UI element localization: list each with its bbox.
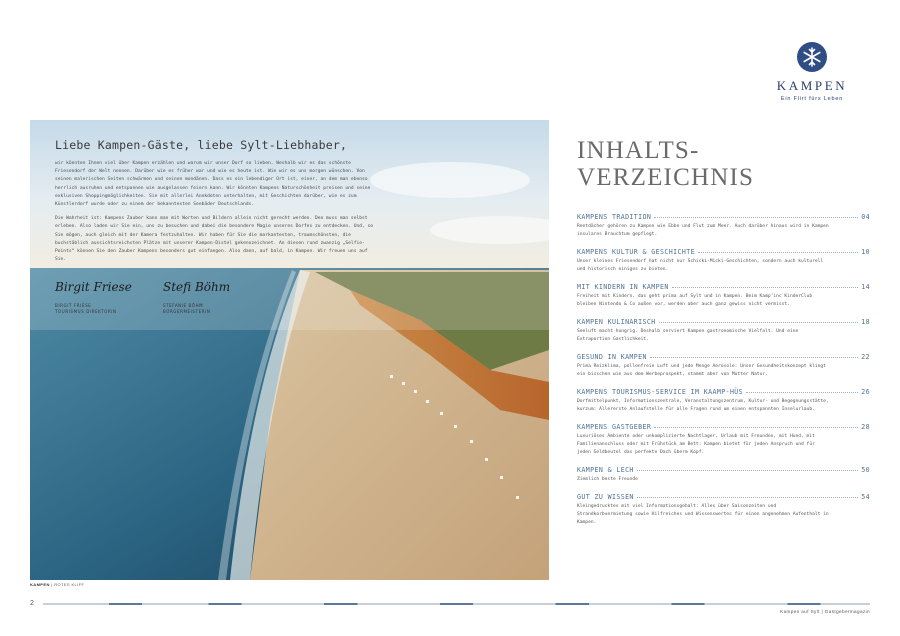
toc-entry[interactable] — [577, 353, 870, 379]
toc-heading-line: INHALTS- — [577, 137, 700, 164]
toc-entry-page[interactable]: 22 — [861, 353, 870, 361]
toc-entry[interactable] — [577, 493, 870, 527]
logo-wordmark: KAMPEN — [776, 78, 848, 93]
toc-entry-title[interactable]: KAMPENS TRADITION — [577, 213, 652, 221]
toc-leader-dots — [659, 322, 859, 323]
letter-title: Liebe Kampen-Gäste, liebe Sylt-Liebhaber, — [55, 138, 348, 152]
toc-entry-title[interactable]: MIT KINDERN IN KAMPEN — [577, 283, 669, 291]
toc-entry-page[interactable]: 50 — [861, 466, 870, 474]
footer-divider — [43, 603, 870, 605]
letter-paragraph: Die Wahrheit ist: Kampens Zauber kann man mit Worten und Bildern allein nicht gerecht werden. Den muss man selbst erleben. Also laden wir Sie ein, uns zu besuchen und dabei die besondere Magie unseres Dorfes zu entdecken. Und, so Sie mögen, auch gleich mit der Kamera festzuhalten. Wir haben für Sie die markantesten, traumschönsten, die buchstäblich aussichtsreichsten Plätze mit unserer Kampen-Distel gekennzeichnet. An diesen rund zwanzig „Selfie-Points“ können Sie den Zauber Kampens besonders gut einfangen. Also dann, auf bald, in Kampen. Wir freuen uns auf Sie. — [55, 216, 374, 263]
toc-heading-line: VERZEICHNIS — [577, 164, 755, 191]
signature-block — [55, 280, 150, 314]
toc-leader-dots — [654, 217, 858, 218]
toc-entry[interactable] — [577, 248, 870, 274]
toc-leader-dots — [637, 470, 858, 471]
footer-publication: Kampen auf Sylt | Gastgebermagazin — [780, 609, 870, 614]
page-number: 2 — [30, 600, 34, 607]
toc-entry[interactable] — [577, 213, 870, 239]
signature-script: Birgit Friese — [55, 280, 132, 294]
toc-entry[interactable] — [577, 423, 870, 457]
toc-entry-page[interactable]: 04 — [861, 213, 870, 221]
signature-name: STEFANIE BÖHM — [163, 303, 204, 308]
toc-entry-description: Prima Reizklima, pollenfreie Luft und jede Menge Aerosole: Unser Gesundheitskonzept klingt ein bisschen wie aus dem Werbeprospekt, stammt aber von Mutter Natur. — [577, 364, 826, 377]
toc-entry-description: Dorfmittelpunkt, Informationszentrale, Veranstaltungszentrum, Kultur- und Begegnungsstätte, kurzum: Allererste Anlaufstelle für alle Fragen rund um einen entspannten Inselurlaub. — [577, 399, 829, 412]
signatures — [55, 280, 275, 320]
toc-entry-description: Kleingedrucktes mit viel Informationsgehalt: Alles über Saisonzeiten und Strandkorbvermietung sowie Hilfreiches und Wissenswertes für einen angenehmen Aufenthalt in Kampen. — [577, 504, 829, 525]
toc-leader-dots — [654, 427, 858, 428]
toc-leader-dots — [637, 497, 858, 498]
toc-entry-title[interactable]: KAMPENS GASTGEBER — [577, 423, 652, 431]
toc-entry-page[interactable]: 10 — [861, 248, 870, 256]
toc-entry-title[interactable]: KAMPENS TOURISMUS-SERVICE IM KAAMP-HÜS — [577, 388, 744, 396]
signature-role: TOURISMUS DIREKTORIN — [55, 308, 117, 314]
toc-entry[interactable] — [577, 283, 870, 309]
toc-leader-dots — [698, 252, 858, 253]
kampen-logo — [770, 42, 854, 102]
toc-entry-description: Reetdächer gehören zu Kampen wie Ebbe und Flut zum Meer. Auch darüber hinaus wird in Kampen insulares Brauchtum gepflegt. — [577, 224, 829, 237]
letter-paragraph: wir könnten Ihnen viel über Kampen erzählen und warum wir unser Dorf so lieben. Weshalb wir es das schönste Friesendorf der Welt nennen. Darüber wie es früher war und wie es heute ist. Wie wir es uns morgen wünschen. Von seinen malerischen Seiten schwärmen und seinen mondänen. Dass es ein lebendiger Ort ist, einer, an dem man ebenso herrlich ausruhen und entspannen wie ausgelassen feiern kann. Wir könnten Kampens Naturschönheit preisen und seine exklusiven Shoppingmöglichkeiten. Sie mit allerlei Anekdoten unterhalten, mit Geschichten darüber, wie es zum Künstlerdorf wurde oder zu einem der bekanntesten Seebäder Deutschlands. — [55, 161, 371, 208]
toc-entry-description: Ziemlich beste Freunde — [577, 477, 638, 482]
toc-entry-page[interactable]: 18 — [861, 318, 870, 326]
toc-entry[interactable] — [577, 388, 870, 414]
toc-entry[interactable] — [577, 318, 870, 344]
toc-entry-title[interactable]: GUT ZU WISSEN — [577, 493, 634, 501]
toc-leader-dots — [672, 287, 858, 288]
signature-block — [163, 280, 258, 314]
toc-leader-dots — [650, 357, 858, 358]
toc-entry-title[interactable]: KAMPENS KULTUR & GESCHICHTE — [577, 248, 695, 256]
toc-entry-page[interactable]: 54 — [861, 493, 870, 501]
toc-entry-description: Freiheit mit Kindern, das geht prima auf Sylt und in Kampen. Beim Kamp’inc KinderClub bleiben Nintendo & Co außen vor, werden aber auch ganz gewiss nicht vermisst. — [577, 294, 813, 307]
photo-caption: KAMPEN | ROTES KLIFF — [30, 582, 85, 587]
signature-name: BIRGIT FRIESE — [55, 303, 92, 308]
signature-script: Stefi Böhm — [163, 280, 231, 294]
table-of-contents — [577, 213, 870, 536]
beach-aerial-photo — [30, 120, 549, 580]
toc-entry-page[interactable]: 26 — [861, 388, 870, 396]
toc-entry-page[interactable]: 28 — [861, 423, 870, 431]
caption-place: KAMPEN — [30, 582, 50, 587]
toc-entry-title[interactable]: KAMPEN KULINARISCH — [577, 318, 656, 326]
toc-entry[interactable] — [577, 466, 870, 484]
welcome-letter — [55, 138, 375, 270]
signature-role: BÜRGERMEISTERIN — [163, 308, 211, 314]
toc-leader-dots — [746, 392, 858, 393]
logo-tagline: Ein Flirt fürs Leben — [780, 96, 844, 102]
caption-detail: ROTES KLIFF — [54, 582, 85, 587]
toc-entry-title[interactable]: KAMPEN & LECH — [577, 466, 634, 474]
toc-entry-description: Luxuriöses Ambiente oder unkomplizierte Nachtlager, Urlaub mit Freunden, mit Hund, mit Familienanschluss oder mit Frühstück am Bett: Kampen bietet für jeden Anspruch und für jeden Geldbeutel das perfekte Dach überm Kopf. — [577, 434, 815, 455]
toc-heading — [577, 137, 754, 191]
snowflake-icon — [797, 42, 827, 72]
toc-entry-title[interactable]: GESUND IN KAMPEN — [577, 353, 647, 361]
toc-entry-description: Seeluft macht hungrig. Deshalb serviert Kampen gastronomische Vielfalt. Und eine Extraportion Gastlichkeit. — [577, 329, 799, 342]
toc-entry-description: Unser kleines Friesendorf hat nicht nur Schicki-Micki-Geschichten, sondern auch kulturell und historisch einiges zu bieten. — [577, 259, 824, 272]
toc-entry-page[interactable]: 14 — [861, 283, 870, 291]
